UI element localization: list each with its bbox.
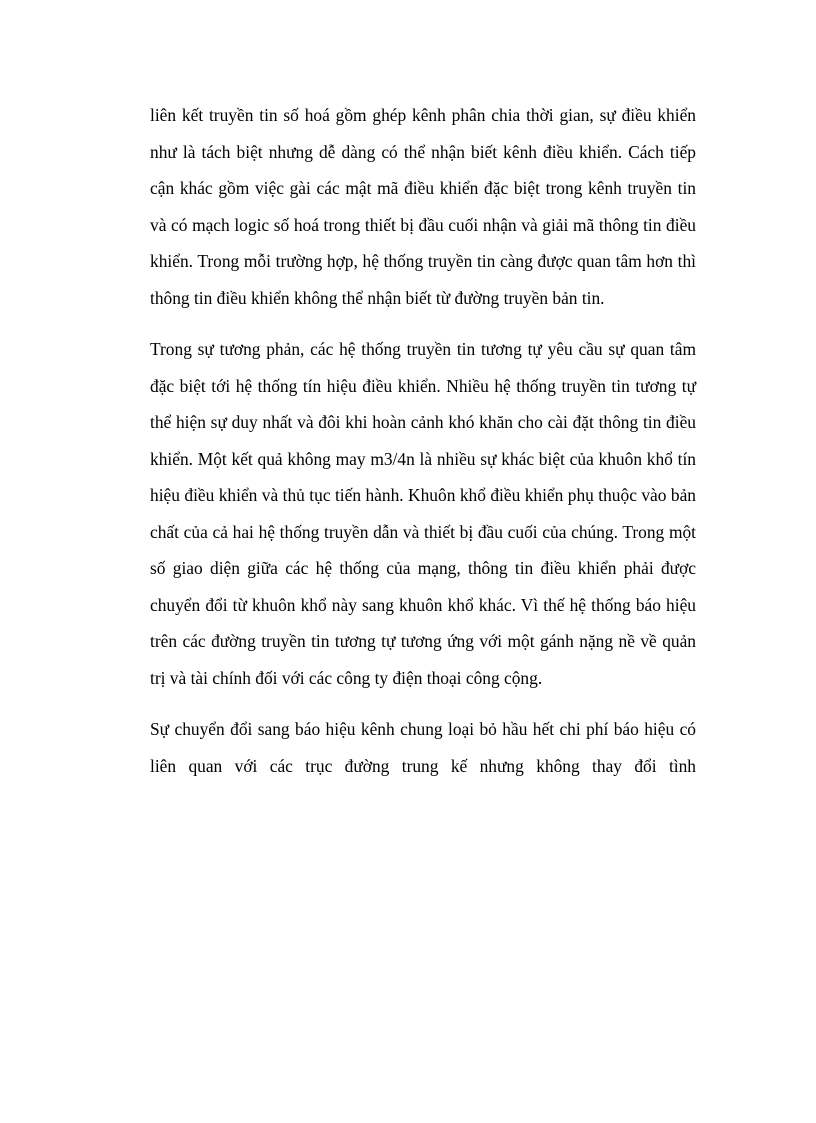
paragraph-1: liên kết truyền tin số hoá gồm ghép kênh phân chia thời gian, sự điều khiển như là tách biệt nhưng dễ dàng có thể nhận biết kênh điều khiển. Cách tiếp cận khác gồm việc gài các mật mã điều khiển đặc biệt trong kênh truyền tin và có mạch logic số hoá trong thiết bị đầu cuối nhận và giải mã thông tin điều khiển. Trong mỗi trường hợp, hệ thống truyền tin càng được quan tâm hơn thì thông tin điều khiển không thể nhận biết từ đường truyền bản tin. [150,105,696,308]
paragraph-2: Trong sự tương phản, các hệ thống truyền tin tương tự yêu cầu sự quan tâm đặc biệt tới hệ thống tín hiệu điều khiển. Nhiều hệ thống truyền tin tương tự thể hiện sự duy nhất và đôi khi hoàn cảnh khó khăn cho cài đặt thông tin điều khiển. Một kết quả không may m3/4n là nhiều sự khác biệt của khuôn khổ tín hiệu điều khiển và thủ tục tiến hành. Khuôn khổ điều khiển phụ thuộc vào bản chất của cả hai hệ thống truyền dẫn và thiết bị đầu cuối của chúng. Trong một số giao diện giữa các hệ thống của mạng, thông tin điều khiển phải được chuyển đổi từ khuôn khổ này sang khuôn khổ khác. Vì thế hệ thống báo hiệu trên các đường truyền tin tương tự tương ứng với một gánh nặng nề về quản trị và tài chính đối với các công ty điện thoại công cộng. [150,339,696,688]
body-text [150,97,696,784]
paragraph-3: Sự chuyển đổi sang báo hiệu kênh chung loại bỏ hầu hết chi phí báo hiệu có liên quan với các trục đường trung kế nhưng không thay đổi tình [150,719,696,776]
